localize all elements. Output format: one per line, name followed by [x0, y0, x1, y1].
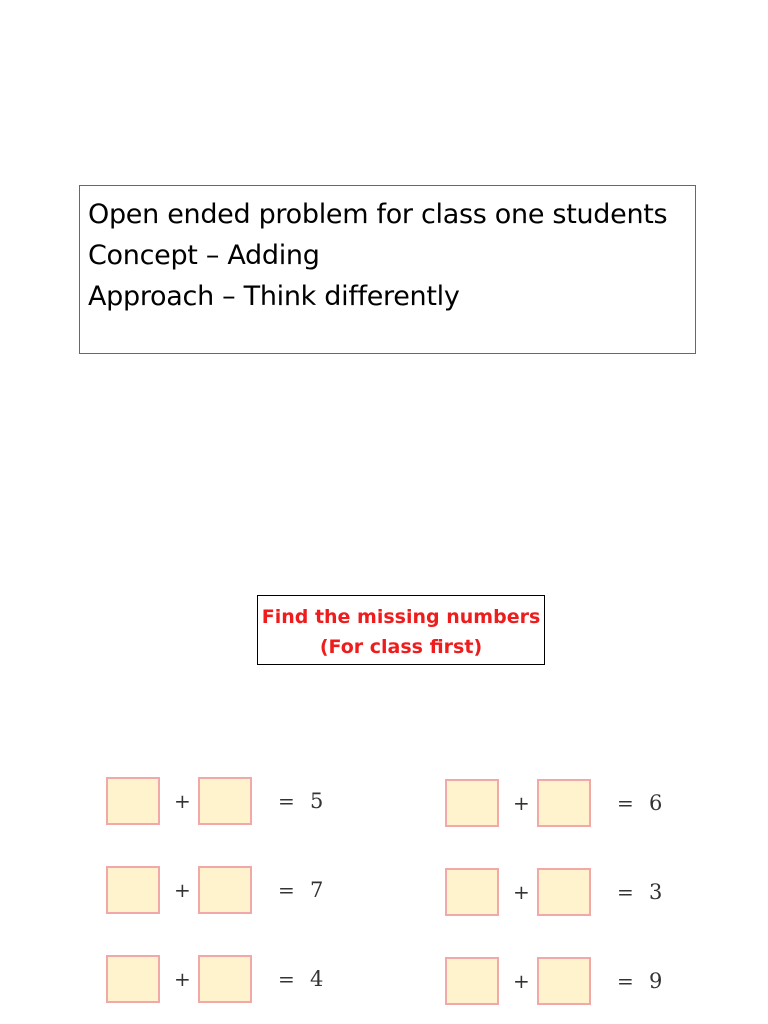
- equation-result: 7: [310, 878, 324, 902]
- answer-box[interactable]: [106, 955, 160, 1003]
- equals-sign: =: [617, 880, 634, 904]
- answer-box[interactable]: [198, 955, 252, 1003]
- task-subtitle: (For class first): [319, 636, 483, 658]
- equation-result: 6: [649, 791, 663, 815]
- equals-sign: =: [617, 969, 634, 993]
- equals-sign: =: [617, 791, 634, 815]
- answer-box[interactable]: [445, 868, 499, 916]
- plus-sign: +: [513, 880, 530, 904]
- answer-box[interactable]: [537, 779, 591, 827]
- answer-box[interactable]: [106, 777, 160, 825]
- equals-sign: =: [278, 967, 295, 991]
- concept-info-box: [79, 185, 696, 354]
- plus-sign: +: [513, 969, 530, 993]
- answer-box[interactable]: [537, 957, 591, 1005]
- equation-result: 3: [649, 880, 663, 904]
- plus-sign: +: [174, 789, 191, 813]
- task-instruction-box: [257, 595, 545, 665]
- task-title: Find the missing numbers: [261, 606, 541, 628]
- answer-box[interactable]: [445, 779, 499, 827]
- equals-sign: =: [278, 878, 295, 902]
- answer-box[interactable]: [106, 866, 160, 914]
- equation-result: 5: [310, 789, 324, 813]
- equation-result: 4: [310, 967, 324, 991]
- info-approach: Approach – Think differently: [88, 281, 460, 312]
- plus-sign: +: [174, 967, 191, 991]
- info-concept: Concept – Adding: [88, 240, 320, 271]
- answer-box[interactable]: [537, 868, 591, 916]
- info-title: Open ended problem for class one students: [88, 199, 668, 230]
- plus-sign: +: [174, 878, 191, 902]
- plus-sign: +: [513, 791, 530, 815]
- answer-box[interactable]: [198, 866, 252, 914]
- equation-result: 9: [649, 969, 663, 993]
- answer-box[interactable]: [198, 777, 252, 825]
- equals-sign: =: [278, 789, 295, 813]
- answer-box[interactable]: [445, 957, 499, 1005]
